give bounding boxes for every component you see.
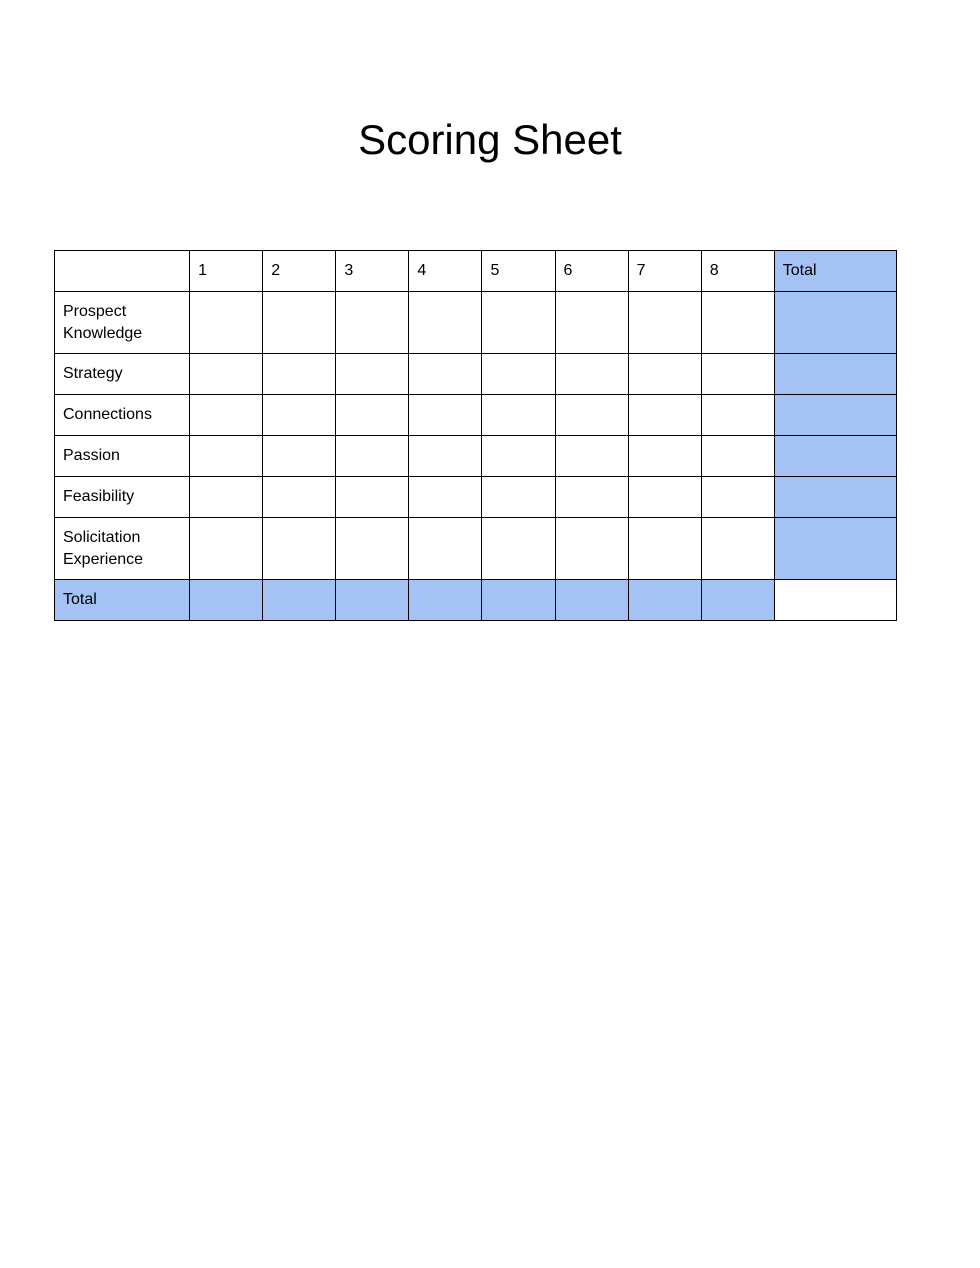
score-cell[interactable] xyxy=(555,518,628,580)
score-cell[interactable] xyxy=(263,354,336,395)
score-cell[interactable] xyxy=(409,436,482,477)
score-cell[interactable] xyxy=(482,477,555,518)
criteria-row-connections xyxy=(55,395,897,436)
criteria-row-solicitation-experience xyxy=(55,518,897,580)
score-cell[interactable] xyxy=(409,518,482,580)
score-cell[interactable] xyxy=(701,518,774,580)
header-row xyxy=(55,251,897,292)
score-cell[interactable] xyxy=(409,292,482,354)
criteria-row-strategy xyxy=(55,354,897,395)
row-label: Passion xyxy=(55,436,190,477)
row-label: Feasibility xyxy=(55,477,190,518)
score-cell[interactable] xyxy=(336,292,409,354)
column-header-1: 1 xyxy=(190,251,263,292)
score-cell[interactable] xyxy=(190,477,263,518)
column-total-cell[interactable] xyxy=(409,580,482,621)
total-row-label: Total xyxy=(55,580,190,621)
row-total-cell[interactable] xyxy=(774,292,896,354)
score-cell[interactable] xyxy=(628,354,701,395)
column-header-8: 8 xyxy=(701,251,774,292)
score-cell[interactable] xyxy=(555,436,628,477)
score-cell[interactable] xyxy=(482,292,555,354)
score-cell[interactable] xyxy=(263,477,336,518)
score-cell[interactable] xyxy=(701,395,774,436)
score-cell[interactable] xyxy=(628,292,701,354)
score-cell[interactable] xyxy=(263,292,336,354)
column-total-cell[interactable] xyxy=(628,580,701,621)
score-cell[interactable] xyxy=(482,518,555,580)
column-total-cell[interactable] xyxy=(263,580,336,621)
column-total-cell[interactable] xyxy=(336,580,409,621)
score-cell[interactable] xyxy=(263,436,336,477)
score-cell[interactable] xyxy=(409,395,482,436)
row-total-cell[interactable] xyxy=(774,436,896,477)
row-label: Prospect Knowledge xyxy=(55,292,190,354)
column-header-2: 2 xyxy=(263,251,336,292)
criteria-row-feasibility xyxy=(55,477,897,518)
page-title: Scoring Sheet xyxy=(358,116,622,163)
score-cell[interactable] xyxy=(482,436,555,477)
score-cell[interactable] xyxy=(263,518,336,580)
score-cell[interactable] xyxy=(190,518,263,580)
score-cell[interactable] xyxy=(409,477,482,518)
grand-total-cell[interactable] xyxy=(774,580,896,621)
score-cell[interactable] xyxy=(482,354,555,395)
score-cell[interactable] xyxy=(409,354,482,395)
score-cell[interactable] xyxy=(701,436,774,477)
score-cell[interactable] xyxy=(701,477,774,518)
column-total-cell[interactable] xyxy=(555,580,628,621)
score-cell[interactable] xyxy=(190,436,263,477)
score-cell[interactable] xyxy=(628,518,701,580)
corner-cell xyxy=(55,251,190,292)
row-total-cell[interactable] xyxy=(774,477,896,518)
row-total-cell[interactable] xyxy=(774,518,896,580)
row-total-cell[interactable] xyxy=(774,395,896,436)
score-cell[interactable] xyxy=(555,354,628,395)
column-header-total: Total xyxy=(774,251,896,292)
score-cell[interactable] xyxy=(190,395,263,436)
criteria-row-prospect-knowledge xyxy=(55,292,897,354)
row-label: Strategy xyxy=(55,354,190,395)
column-total-cell[interactable] xyxy=(482,580,555,621)
criteria-row-passion xyxy=(55,436,897,477)
column-header-6: 6 xyxy=(555,251,628,292)
row-label: Connections xyxy=(55,395,190,436)
column-header-7: 7 xyxy=(628,251,701,292)
scoring-table xyxy=(54,250,897,621)
score-cell[interactable] xyxy=(190,292,263,354)
score-cell[interactable] xyxy=(336,477,409,518)
column-total-cell[interactable] xyxy=(701,580,774,621)
score-cell[interactable] xyxy=(336,395,409,436)
score-cell[interactable] xyxy=(628,436,701,477)
score-cell[interactable] xyxy=(336,436,409,477)
score-cell[interactable] xyxy=(555,395,628,436)
score-cell[interactable] xyxy=(336,354,409,395)
total-row xyxy=(55,580,897,621)
score-cell[interactable] xyxy=(555,477,628,518)
score-cell[interactable] xyxy=(336,518,409,580)
score-cell[interactable] xyxy=(555,292,628,354)
row-label: Solicitation Experience xyxy=(55,518,190,580)
score-cell[interactable] xyxy=(628,395,701,436)
score-cell[interactable] xyxy=(628,477,701,518)
column-header-5: 5 xyxy=(482,251,555,292)
column-header-4: 4 xyxy=(409,251,482,292)
column-total-cell[interactable] xyxy=(190,580,263,621)
score-cell[interactable] xyxy=(482,395,555,436)
score-cell[interactable] xyxy=(190,354,263,395)
score-cell[interactable] xyxy=(263,395,336,436)
column-header-3: 3 xyxy=(336,251,409,292)
row-total-cell[interactable] xyxy=(774,354,896,395)
score-cell[interactable] xyxy=(701,354,774,395)
score-cell[interactable] xyxy=(701,292,774,354)
